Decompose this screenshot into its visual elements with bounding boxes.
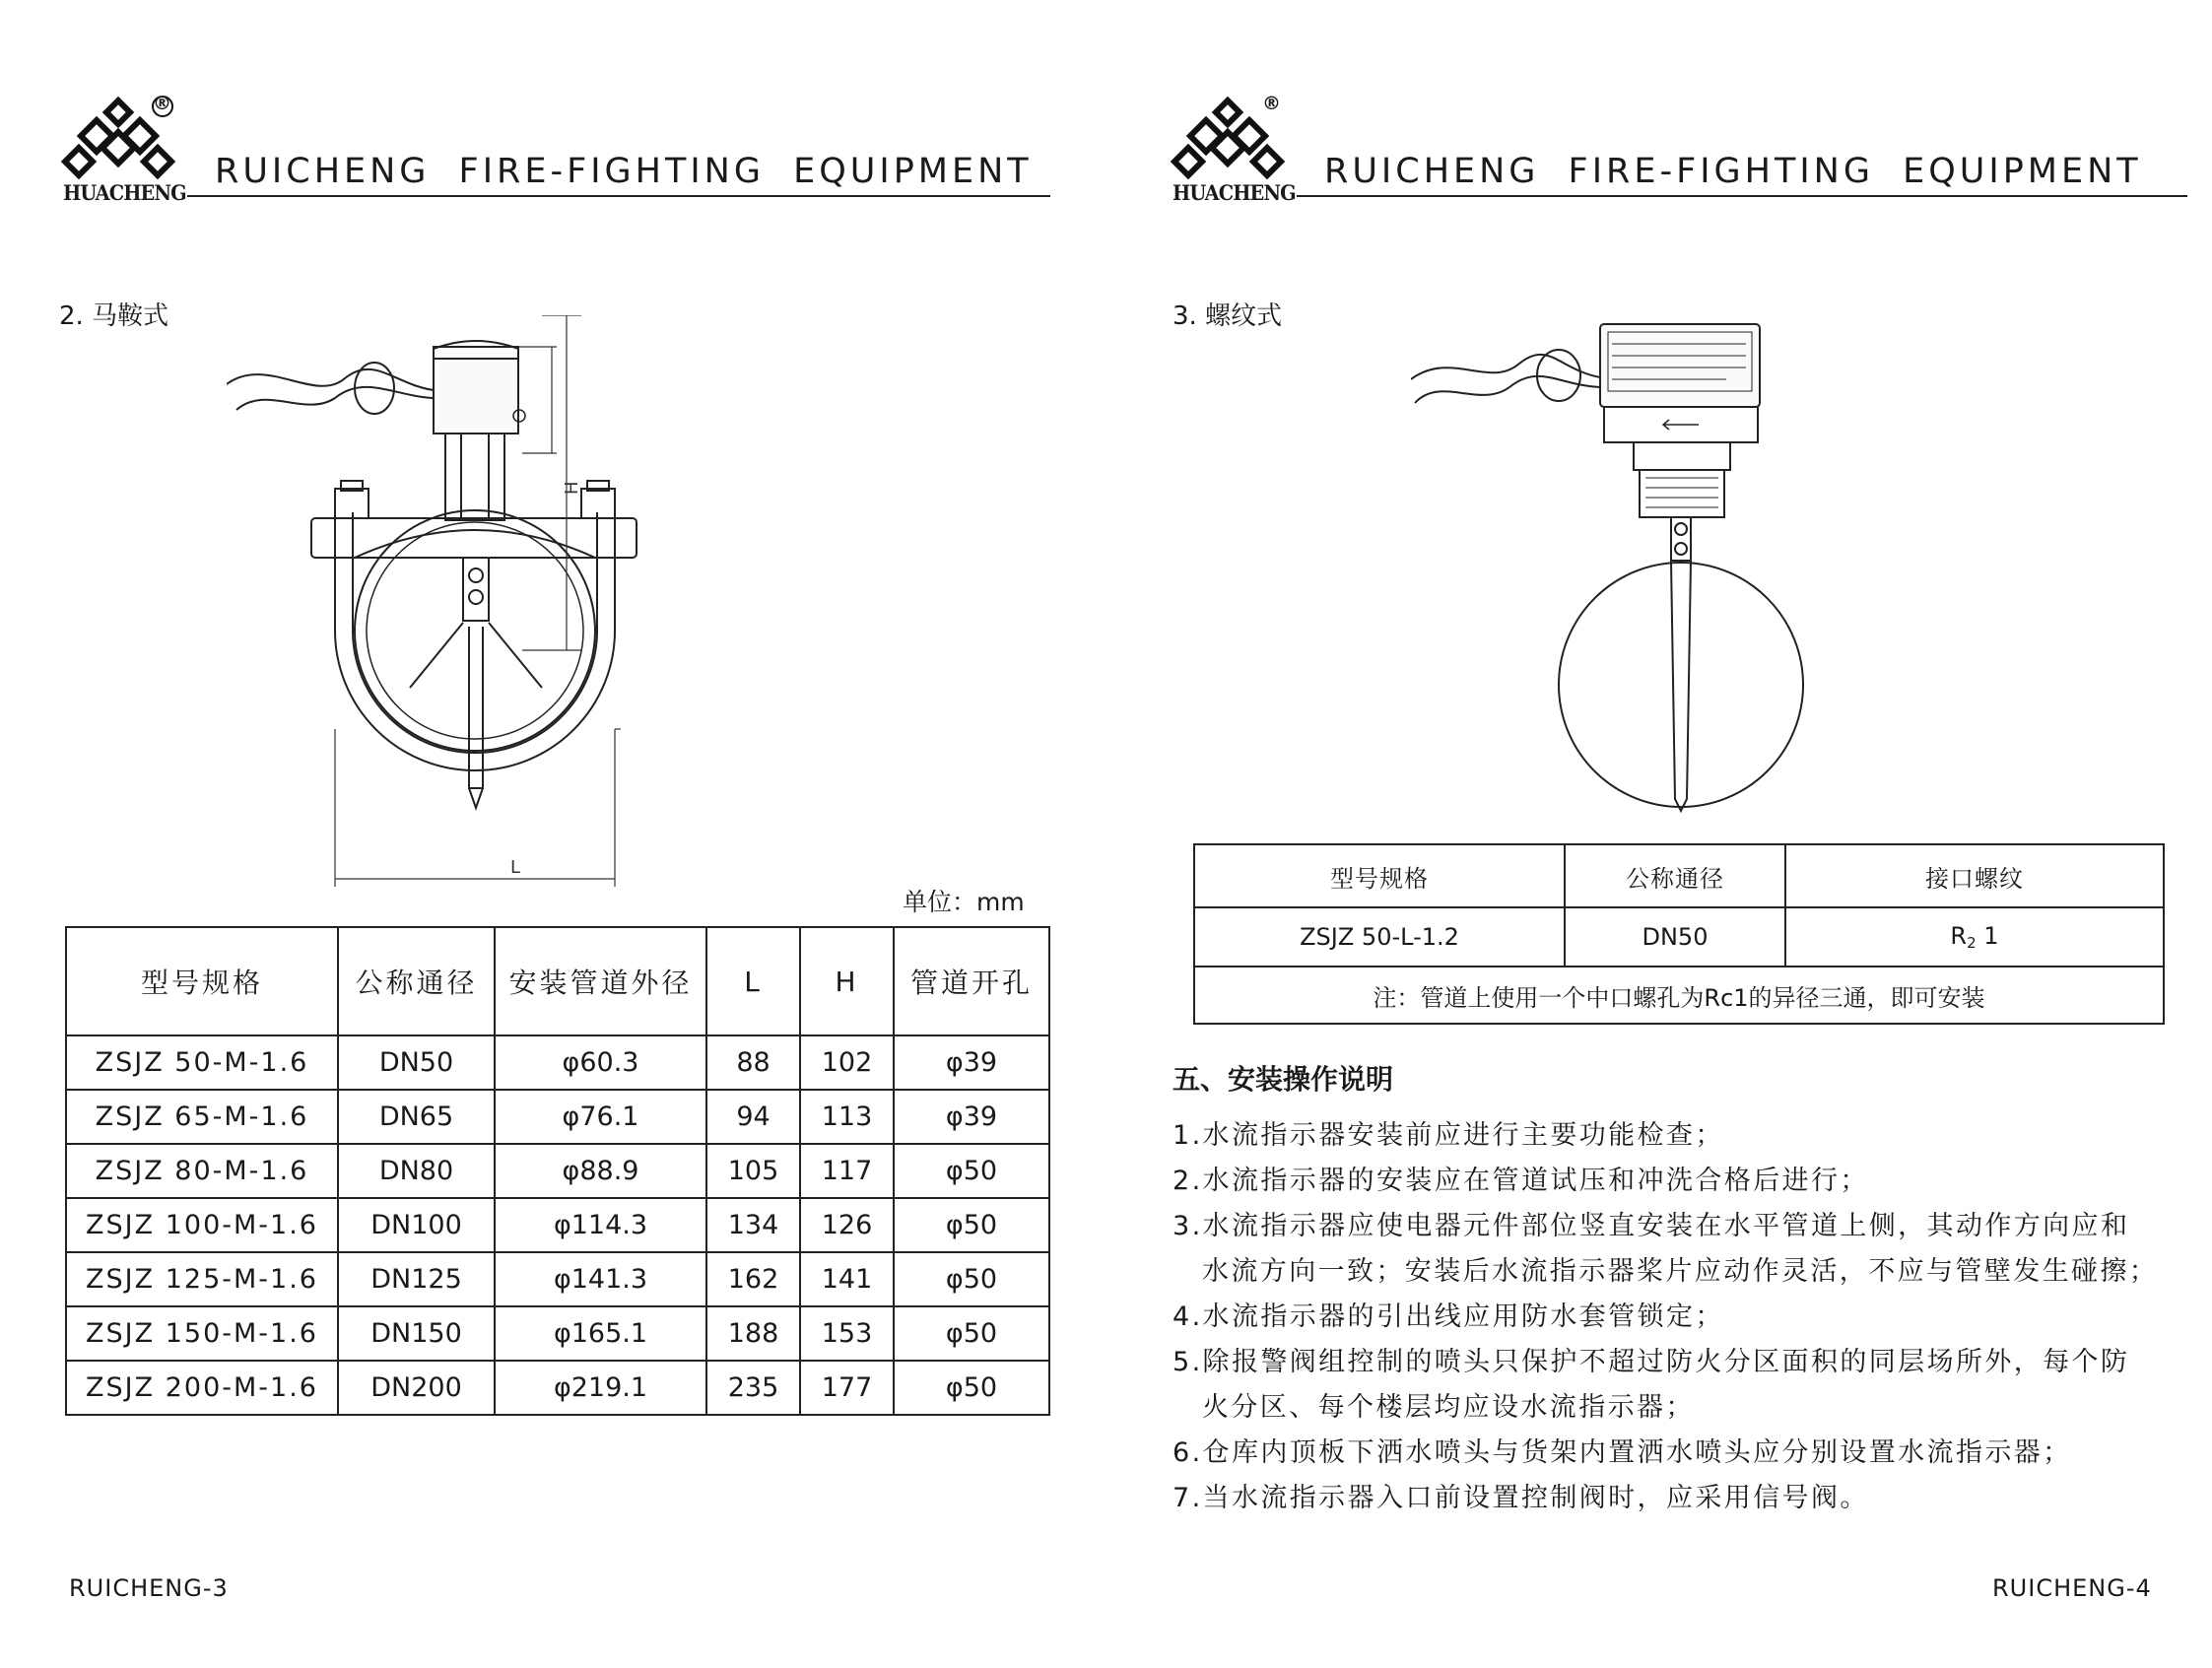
dimension-h-label: H bbox=[562, 481, 582, 495]
table-cell: ZSJZ 80-M-1.6 bbox=[66, 1144, 338, 1198]
table-cell: φ50 bbox=[894, 1306, 1049, 1361]
table-cell: ZSJZ 65-M-1.6 bbox=[66, 1090, 338, 1144]
table-cell: ZSJZ 150-M-1.6 bbox=[66, 1306, 338, 1361]
table-cell: 177 bbox=[800, 1361, 894, 1415]
table-cell: 102 bbox=[800, 1035, 894, 1090]
table-cell: φ50 bbox=[894, 1361, 1049, 1415]
threaded-spec-table bbox=[1193, 843, 2165, 1025]
table-header-row bbox=[66, 927, 1049, 1035]
page-number: RUICHENG-3 bbox=[69, 1574, 229, 1602]
table-cell: DN150 bbox=[338, 1306, 495, 1361]
header-rule bbox=[187, 195, 1050, 197]
thread-spec-cell bbox=[1785, 907, 2164, 967]
table-note-row bbox=[1194, 967, 2164, 1024]
table-row bbox=[66, 1090, 1049, 1144]
table-cell: φ50 bbox=[894, 1252, 1049, 1306]
brand-name: HUACHENG bbox=[1173, 180, 1296, 205]
table-cell: DN65 bbox=[338, 1090, 495, 1144]
table-cell: φ50 bbox=[894, 1198, 1049, 1252]
registered-mark: ® bbox=[153, 93, 171, 114]
table-cell: DN100 bbox=[338, 1198, 495, 1252]
table-row bbox=[66, 1252, 1049, 1306]
dimension-l-label: L bbox=[510, 857, 521, 878]
table-cell: φ219.1 bbox=[495, 1361, 706, 1415]
thread-subscript: 2 bbox=[1967, 934, 1977, 952]
table-row bbox=[66, 1306, 1049, 1361]
saddle-spec-table bbox=[65, 926, 1050, 1416]
table-cell: φ76.1 bbox=[495, 1090, 706, 1144]
brand-logo bbox=[61, 91, 189, 209]
table-cell: 88 bbox=[706, 1035, 800, 1090]
header-rule bbox=[1297, 195, 2187, 197]
instruction-line: 7.当水流指示器入口前设置控制阀时，应采用信号阀。 bbox=[1173, 1483, 1869, 1513]
table-cell: 162 bbox=[706, 1252, 800, 1306]
section-label: 2. 马鞍式 bbox=[59, 301, 169, 331]
table-row bbox=[66, 1361, 1049, 1415]
instruction-line: 6.仓库内顶板下洒水喷头与货架内置洒水喷头应分别设置水流指示器； bbox=[1173, 1437, 2072, 1468]
table-header: 型号规格 bbox=[1194, 844, 1565, 907]
section-label: 3. 螺纹式 bbox=[1173, 301, 1283, 331]
instructions-title: 五、安装操作说明 bbox=[1173, 1063, 1394, 1096]
saddle-type-diagram bbox=[227, 315, 818, 887]
table-header-row bbox=[1194, 844, 2164, 907]
unit-label: 单位：mm bbox=[903, 888, 1025, 916]
table-cell: 141 bbox=[800, 1252, 894, 1306]
table-cell: φ39 bbox=[894, 1090, 1049, 1144]
table-cell: φ39 bbox=[894, 1035, 1049, 1090]
table-row bbox=[66, 1198, 1049, 1252]
table-cell: 126 bbox=[800, 1198, 894, 1252]
header-title: RUICHENG FIRE-FIGHTING EQUIPMENT bbox=[1324, 152, 2142, 191]
brand-name: HUACHENG bbox=[63, 180, 186, 205]
thread-size: 1 bbox=[1983, 922, 1999, 950]
instruction-line: 水流方向一致；安装后水流指示器桨片应动作灵活，不应与管壁发生碰擦； bbox=[1202, 1256, 2159, 1287]
table-cell: ZSJZ 50-L-1.2 bbox=[1194, 907, 1565, 967]
table-cell: DN50 bbox=[1565, 907, 1785, 967]
table-cell: 153 bbox=[800, 1306, 894, 1361]
table-cell: 235 bbox=[706, 1361, 800, 1415]
instruction-line: 2.水流指示器的安装应在管道试压和冲洗合格后进行； bbox=[1173, 1166, 1869, 1196]
table-header: H bbox=[800, 927, 894, 1035]
table-row bbox=[1194, 907, 2164, 967]
table-cell: DN80 bbox=[338, 1144, 495, 1198]
right-page bbox=[1106, 0, 2211, 1668]
table-cell: DN125 bbox=[338, 1252, 495, 1306]
table-cell: φ114.3 bbox=[495, 1198, 706, 1252]
table-note: 注：管道上使用一个中口螺孔为Rc1的异径三通，即可安装 bbox=[1194, 967, 2164, 1024]
table-cell: φ165.1 bbox=[495, 1306, 706, 1361]
table-header: 安装管道外径 bbox=[495, 927, 706, 1035]
instruction-line: 1.水流指示器安装前应进行主要功能检查； bbox=[1173, 1120, 1724, 1151]
table-header: 接口螺纹 bbox=[1785, 844, 2164, 907]
table-header: 管道开孔 bbox=[894, 927, 1049, 1035]
table-cell: φ50 bbox=[894, 1144, 1049, 1198]
table-cell: 94 bbox=[706, 1090, 800, 1144]
threaded-type-diagram bbox=[1411, 320, 1825, 823]
table-cell: ZSJZ 100-M-1.6 bbox=[66, 1198, 338, 1252]
table-header: 公称通径 bbox=[338, 927, 495, 1035]
table-cell: φ60.3 bbox=[495, 1035, 706, 1090]
table-cell: ZSJZ 50-M-1.6 bbox=[66, 1035, 338, 1090]
table-cell: DN50 bbox=[338, 1035, 495, 1090]
page-number: RUICHENG-4 bbox=[1992, 1574, 2152, 1602]
instruction-line: 火分区、每个楼层均应设水流指示器； bbox=[1202, 1392, 1695, 1423]
registered-mark: ® bbox=[1262, 93, 1281, 114]
table-header: 公称通径 bbox=[1565, 844, 1785, 907]
table-cell: φ141.3 bbox=[495, 1252, 706, 1306]
table-cell: 188 bbox=[706, 1306, 800, 1361]
instruction-line: 5.除报警阀组控制的喷头只保护不超过防火分区面积的同层场所外，每个防 bbox=[1173, 1347, 2130, 1377]
table-cell: φ88.9 bbox=[495, 1144, 706, 1198]
table-cell: 105 bbox=[706, 1144, 800, 1198]
table-cell: 134 bbox=[706, 1198, 800, 1252]
table-cell: ZSJZ 125-M-1.6 bbox=[66, 1252, 338, 1306]
instruction-line: 4.水流指示器的引出线应用防水套管锁定； bbox=[1173, 1301, 1724, 1332]
table-row bbox=[66, 1035, 1049, 1090]
brand-logo bbox=[1171, 91, 1299, 209]
instruction-line: 3.水流指示器应使电器元件部位竖直安装在水平管道上侧，其动作方向应和 bbox=[1173, 1211, 2130, 1241]
table-header: L bbox=[706, 927, 800, 1035]
thread-type: R bbox=[1950, 922, 1968, 950]
table-row bbox=[66, 1144, 1049, 1198]
table-cell: 113 bbox=[800, 1090, 894, 1144]
table-cell: ZSJZ 200-M-1.6 bbox=[66, 1361, 338, 1415]
header-title: RUICHENG FIRE-FIGHTING EQUIPMENT bbox=[215, 152, 1033, 191]
table-cell: DN200 bbox=[338, 1361, 495, 1415]
table-cell: 117 bbox=[800, 1144, 894, 1198]
table-header: 型号规格 bbox=[66, 927, 338, 1035]
